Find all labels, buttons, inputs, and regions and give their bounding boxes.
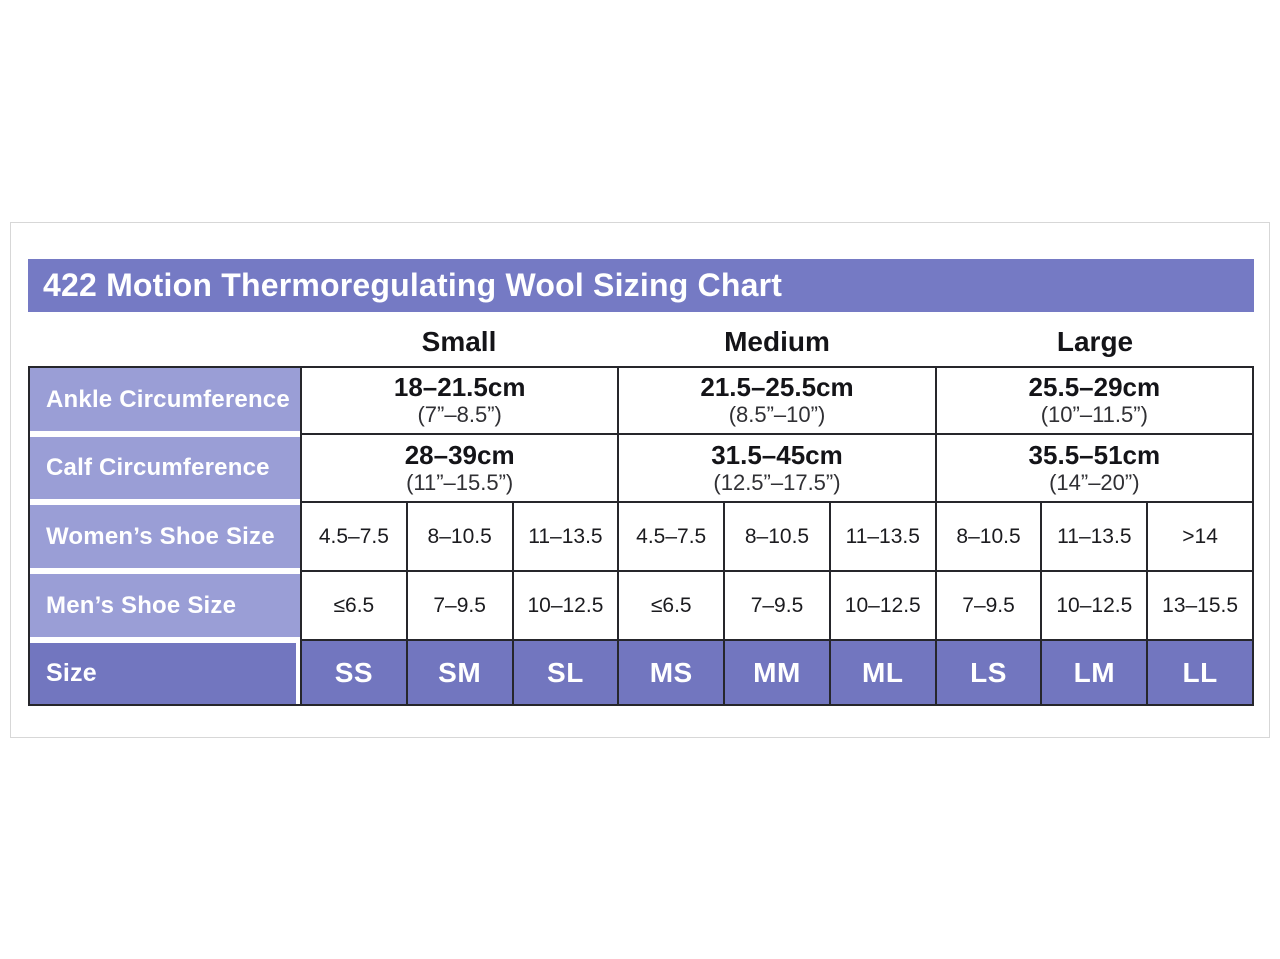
- ankle-large-cm: 25.5–29cm: [1028, 372, 1161, 403]
- cell-ankle-medium: [619, 368, 934, 433]
- row-label-mens: Men’s Shoe Size: [30, 574, 300, 637]
- cell-mens-3: ≤6.5: [619, 572, 723, 639]
- row-label-cell: [30, 503, 300, 570]
- cell-size-ml: ML: [831, 641, 935, 704]
- calf-small-inches: (11”–15.5”): [406, 469, 514, 495]
- cell-womens-4: 8–10.5: [725, 503, 829, 570]
- cell-size-sl: SL: [514, 641, 618, 704]
- ankle-medium-cm: 21.5–25.5cm: [700, 372, 854, 403]
- cell-size-lm: LM: [1042, 641, 1146, 704]
- chart-title: 422 Motion Thermoregulating Wool Sizing Chart: [43, 267, 783, 303]
- cell-womens-3: 4.5–7.5: [619, 503, 723, 570]
- cell-womens-8: >14: [1148, 503, 1252, 570]
- ankle-small-inches: (7”–8.5”): [417, 402, 502, 428]
- cell-womens-1: 8–10.5: [408, 503, 512, 570]
- cell-womens-2: 11–13.5: [514, 503, 618, 570]
- cell-calf-small: [302, 435, 617, 501]
- cell-mens-8: 13–15.5: [1148, 572, 1252, 639]
- cell-mens-1: 7–9.5: [408, 572, 512, 639]
- row-label-calf: Calf Circumference: [30, 437, 300, 499]
- ankle-small-cm: 18–21.5cm: [393, 372, 526, 403]
- group-header-medium: Medium: [724, 326, 830, 357]
- row-label-column: [28, 366, 300, 706]
- row-label-womens: Women’s Shoe Size: [30, 505, 300, 568]
- cell-calf-medium: [619, 435, 934, 501]
- cell-ankle-large: [937, 368, 1252, 433]
- cell-mens-2: 10–12.5: [514, 572, 618, 639]
- row-label-ankle: Ankle Circumference: [30, 368, 300, 431]
- row-label-cell: [30, 641, 300, 704]
- cell-womens-6: 8–10.5: [937, 503, 1041, 570]
- calf-large-inches: (14”–20”): [1049, 469, 1140, 495]
- cell-mens-5: 10–12.5: [831, 572, 935, 639]
- cell-size-ss: SS: [302, 641, 406, 704]
- row-label-size: Size: [30, 643, 296, 704]
- cell-mens-6: 7–9.5: [937, 572, 1041, 639]
- cell-size-ls: LS: [937, 641, 1041, 704]
- cell-calf-large: [937, 435, 1252, 501]
- cell-size-sm: SM: [408, 641, 512, 704]
- ankle-large-inches: (10”–11.5”): [1040, 402, 1148, 428]
- cell-size-mm: MM: [725, 641, 829, 704]
- cell-womens-0: 4.5–7.5: [302, 503, 406, 570]
- row-label-cell: [30, 572, 300, 639]
- row-label-cell: [30, 368, 300, 433]
- cell-mens-0: ≤6.5: [302, 572, 406, 639]
- row-label-cell: [30, 435, 300, 501]
- cell-ankle-small: [302, 368, 617, 433]
- header-spacer: [28, 312, 300, 366]
- table-data-grid: [300, 366, 1254, 706]
- cell-womens-5: 11–13.5: [831, 503, 935, 570]
- group-header-large: Large: [1056, 326, 1134, 357]
- cell-mens-7: 10–12.5: [1042, 572, 1146, 639]
- chart-title-bar: [28, 259, 1254, 312]
- group-header-small: Small: [421, 326, 497, 357]
- calf-small-cm: 28–39cm: [404, 439, 515, 470]
- cell-mens-4: 7–9.5: [725, 572, 829, 639]
- size-group-header-row: [28, 312, 1254, 366]
- sizing-chart-card: [10, 222, 1270, 738]
- cell-size-ms: MS: [619, 641, 723, 704]
- calf-medium-inches: (12.5”–17.5”): [713, 469, 841, 495]
- ankle-medium-inches: (8.5”–10”): [728, 402, 826, 428]
- cell-size-ll: LL: [1148, 641, 1252, 704]
- calf-medium-cm: 31.5–45cm: [711, 439, 843, 470]
- cell-womens-7: 11–13.5: [1042, 503, 1146, 570]
- sizing-table: [28, 366, 1254, 706]
- calf-large-cm: 35.5–51cm: [1028, 439, 1161, 470]
